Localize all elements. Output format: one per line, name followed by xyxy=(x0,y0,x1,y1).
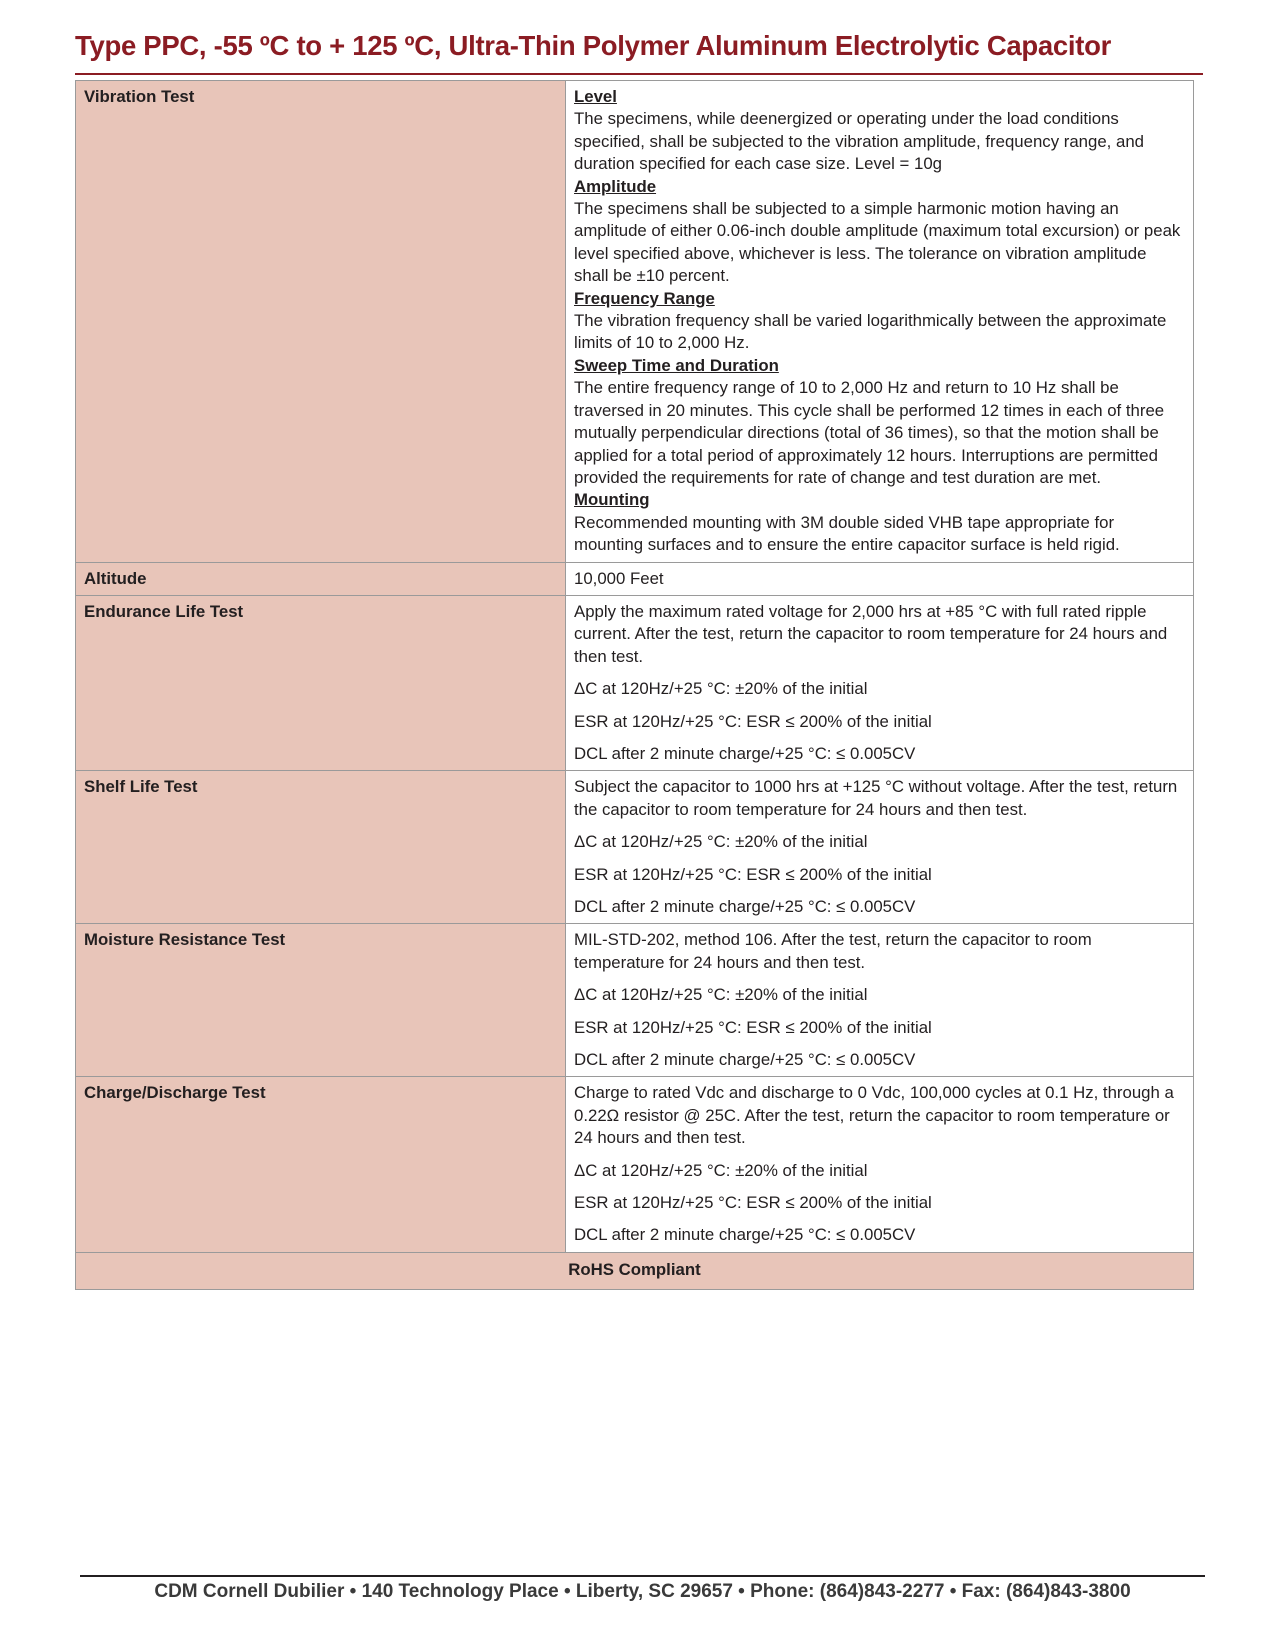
rohs-compliant-label: RoHS Compliant xyxy=(76,1252,1194,1289)
moisture-capacitance-criterion: ΔC at 120Hz/+25 °C: ±20% of the initial xyxy=(574,985,868,1005)
altitude-value: 10,000 Feet xyxy=(566,562,1194,595)
vibration-details xyxy=(566,81,1194,563)
moisture-dcl-criterion: DCL after 2 minute charge/+25 °C: ≤ 0.005CV xyxy=(574,1050,916,1070)
mounting-heading: Mounting xyxy=(574,490,650,510)
shelf-life-text: Subject the capacitor to 1000 hrs at +125 °C without voltage. After the test, return the capacitor to room temperature for 24 hours and then test. xyxy=(574,777,1178,819)
charge-discharge-dcl-criterion: DCL after 2 minute charge/+25 °C: ≤ 0.005CV xyxy=(574,1225,916,1245)
frequency-range-heading: Frequency Range xyxy=(574,288,715,308)
altitude-label: Altitude xyxy=(76,562,566,595)
vibration-label: Vibration Test xyxy=(76,81,566,563)
footer-divider xyxy=(80,1575,1205,1577)
shelf-life-capacitance-criterion: ΔC at 120Hz/+25 °C: ±20% of the initial xyxy=(574,832,868,852)
specifications-table xyxy=(75,80,1194,1290)
shelf-life-details xyxy=(566,771,1194,924)
charge-discharge-text: Charge to rated Vdc and discharge to 0 Vdc, 100,000 cycles at 0.1 Hz, through a 0.22Ω resistor @ 25C. After the test, return the capacitor to room temperature or 24 hours and then test. xyxy=(574,1083,1174,1148)
level-text: The specimens, while deenergized or operating under the load conditions specified, shall be subjected to the vibration amplitude, frequency range, and duration specified for each case size. Level = 10g xyxy=(574,109,1144,174)
endurance-capacitance-criterion: ΔC at 120Hz/+25 °C: ±20% of the initial xyxy=(574,679,868,699)
mounting-text: Recommended mounting with 3M double sided VHB tape appropriate for mounting surfaces and to ensure the entire capacitor surface is held rigid. xyxy=(574,512,1120,555)
sweep-time-heading: Sweep Time and Duration xyxy=(574,355,779,375)
page-footer: CDM Cornell Dubilier • 140 Technology Place • Liberty, SC 29657 • Phone: (864)843-2277 • Fax: (864)843-3800 xyxy=(154,1581,1131,1602)
charge-discharge-capacitance-criterion: ΔC at 120Hz/+25 °C: ±20% of the initial xyxy=(574,1160,868,1180)
endurance-dcl-criterion: DCL after 2 minute charge/+25 °C: ≤ 0.005CV xyxy=(574,743,916,763)
table-row-charge-discharge xyxy=(76,1077,1194,1252)
endurance-text: Apply the maximum rated voltage for 2,000 hrs at +85 °C with full rated ripple current. After the test, return the capacitor to room temperature for 24 hours and then test. xyxy=(574,601,1168,666)
charge-discharge-details xyxy=(566,1077,1194,1252)
frequency-range-text: The vibration frequency shall be varied logarithmically between the approximate limits of 10 to 2,000 Hz. xyxy=(574,311,1167,353)
page-title: Type PPC, -55 ºC to + 125 ºC, Ultra-Thin Polymer Aluminum Electrolytic Capacitor xyxy=(75,30,1111,61)
amplitude-heading: Amplitude xyxy=(574,176,657,196)
table-row-shelf-life xyxy=(76,771,1194,924)
moisture-label: Moisture Resistance Test xyxy=(76,924,566,1077)
moisture-text: MIL-STD-202, method 106. After the test, return the capacitor to room temperature for 24 hours and then test. xyxy=(574,930,1092,972)
endurance-esr-criterion: ESR at 120Hz/+25 °C: ESR ≤ 200% of the initial xyxy=(574,711,932,731)
endurance-details xyxy=(566,595,1194,770)
title-divider xyxy=(75,73,1203,75)
table-row-endurance xyxy=(76,595,1194,770)
table-row-moisture xyxy=(76,924,1194,1077)
sweep-time-text: The entire frequency range of 10 to 2,000 Hz and return to 10 Hz shall be traversed in 20 minutes. This cycle shall be performed 12 times in each of three mutually perpendicular directions (total of 36 times), so that the motion shall be applied for a total period of approximately 12 hours. Interruptions are permitted provided the requirements for rate of change and test duration are met. xyxy=(574,378,1165,487)
charge-discharge-esr-criterion: ESR at 120Hz/+25 °C: ESR ≤ 200% of the initial xyxy=(574,1193,932,1213)
moisture-details xyxy=(566,924,1194,1077)
table-row-altitude xyxy=(76,562,1194,595)
shelf-life-label: Shelf Life Test xyxy=(76,771,566,924)
amplitude-text: The specimens shall be subjected to a simple harmonic motion having an amplitude of either 0.06-inch double amplitude (maximum total excursion) or peak level specified above, whichever is less. The tolerance on vibration amplitude shall be ±10 percent. xyxy=(574,199,1181,286)
table-row-rohs xyxy=(76,1252,1194,1289)
level-heading: Level xyxy=(574,87,617,106)
charge-discharge-label: Charge/Discharge Test xyxy=(76,1077,566,1252)
moisture-esr-criterion: ESR at 120Hz/+25 °C: ESR ≤ 200% of the initial xyxy=(574,1017,932,1037)
shelf-life-esr-criterion: ESR at 120Hz/+25 °C: ESR ≤ 200% of the initial xyxy=(574,864,932,884)
shelf-life-dcl-criterion: DCL after 2 minute charge/+25 °C: ≤ 0.005CV xyxy=(574,897,916,916)
table-row-vibration xyxy=(76,81,1194,563)
endurance-label: Endurance Life Test xyxy=(76,595,566,770)
